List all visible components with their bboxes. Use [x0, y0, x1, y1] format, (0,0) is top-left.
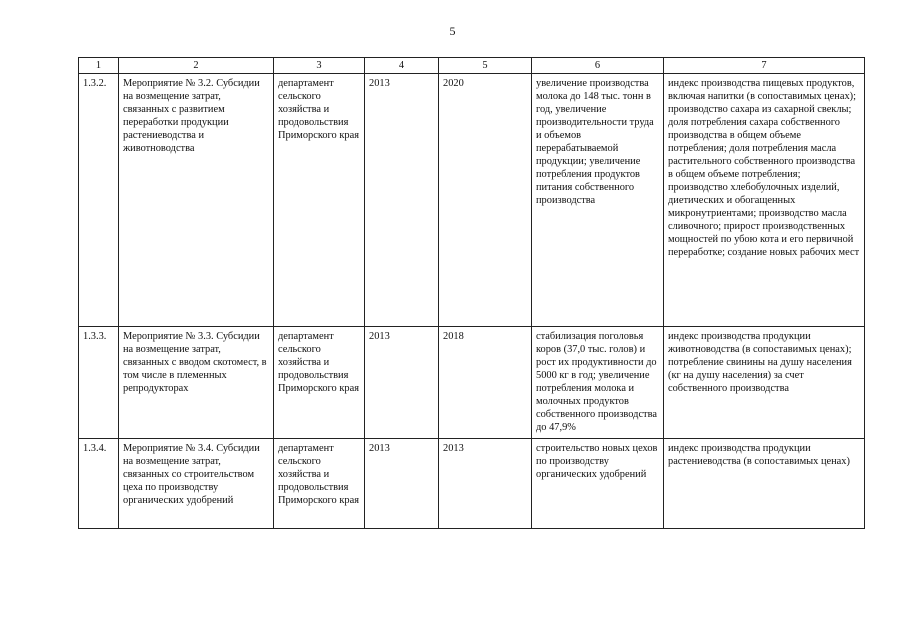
- header-cell: 1: [79, 58, 119, 74]
- measures-table: [78, 57, 865, 529]
- expected-result: увеличение производства молока до 148 тыс. тонн в год, увеличение производительности труда и объемов перерабатываемой продукции; увеличение потребления продуктов питания собственного производства: [532, 74, 664, 327]
- header-cell: 2: [119, 58, 274, 74]
- end-year: 2013: [439, 439, 532, 529]
- event-name: Мероприятие № 3.4. Субсидии на возмещение затрат, связанных со строительством цеха по производству органических удобрений: [119, 439, 274, 529]
- indicator: индекс производства пищевых продуктов, включая напитки (в сопоставимых ценах); производство сахара из сахарной свеклы; доля потребления сахара собственного производства в общем объеме потребления; доля потребления масла растительного собственного производства в общем объеме потребления; производство хлебобулочных изделий, диетических и обогащенных микронутриентами; производство масла сливочного; прирост производственных мощностей по убою кота и его первичной переработке; создание новых рабочих мест: [664, 74, 865, 327]
- event-name: Мероприятие № 3.2. Субсидии на возмещение затрат, связанных с развитием переработки продукции растениеводства и животноводства: [119, 74, 274, 327]
- start-year: 2013: [365, 327, 439, 439]
- header-cell: 5: [439, 58, 532, 74]
- header-cell: 3: [274, 58, 365, 74]
- expected-result: стабилизация поголовья коров (37,0 тыс. голов) и рост их продуктивности до 5000 кг в год; увеличение потребления молока и молочных продуктов собственного производства до 47,9%: [532, 327, 664, 439]
- indicator: индекс производства продукции растениеводства (в сопоставимых ценах): [664, 439, 865, 529]
- header-row: [79, 58, 865, 74]
- indicator: индекс производства продукции животноводства (в сопоставимых ценах); потребление свинины на душу населения (кг на душу населения) за счет собственного производства: [664, 327, 865, 439]
- end-year: 2018: [439, 327, 532, 439]
- executor: департамент сельского хозяйства и продовольствия Приморского края: [274, 439, 365, 529]
- table-row: [79, 74, 865, 327]
- table-row: [79, 439, 865, 529]
- page-number: 5: [449, 24, 456, 38]
- expected-result: строительство новых цехов по производству органических удобрений: [532, 439, 664, 529]
- header-cell: 7: [664, 58, 865, 74]
- end-year: 2020: [439, 74, 532, 327]
- start-year: 2013: [365, 439, 439, 529]
- table-row: [79, 327, 865, 439]
- header-cell: 6: [532, 58, 664, 74]
- row-number: 1.3.2.: [79, 74, 119, 327]
- row-number: 1.3.3.: [79, 327, 119, 439]
- row-number: 1.3.4.: [79, 439, 119, 529]
- header-cell: 4: [365, 58, 439, 74]
- event-name: Мероприятие № 3.3. Субсидии на возмещение затрат, связанных с вводом скотомест, в том числе в племенных репродукторах: [119, 327, 274, 439]
- start-year: 2013: [365, 74, 439, 327]
- executor: департамент сельского хозяйства и продовольствия Приморского края: [274, 74, 365, 327]
- executor: департамент сельского хозяйства и продовольствия Приморского края: [274, 327, 365, 439]
